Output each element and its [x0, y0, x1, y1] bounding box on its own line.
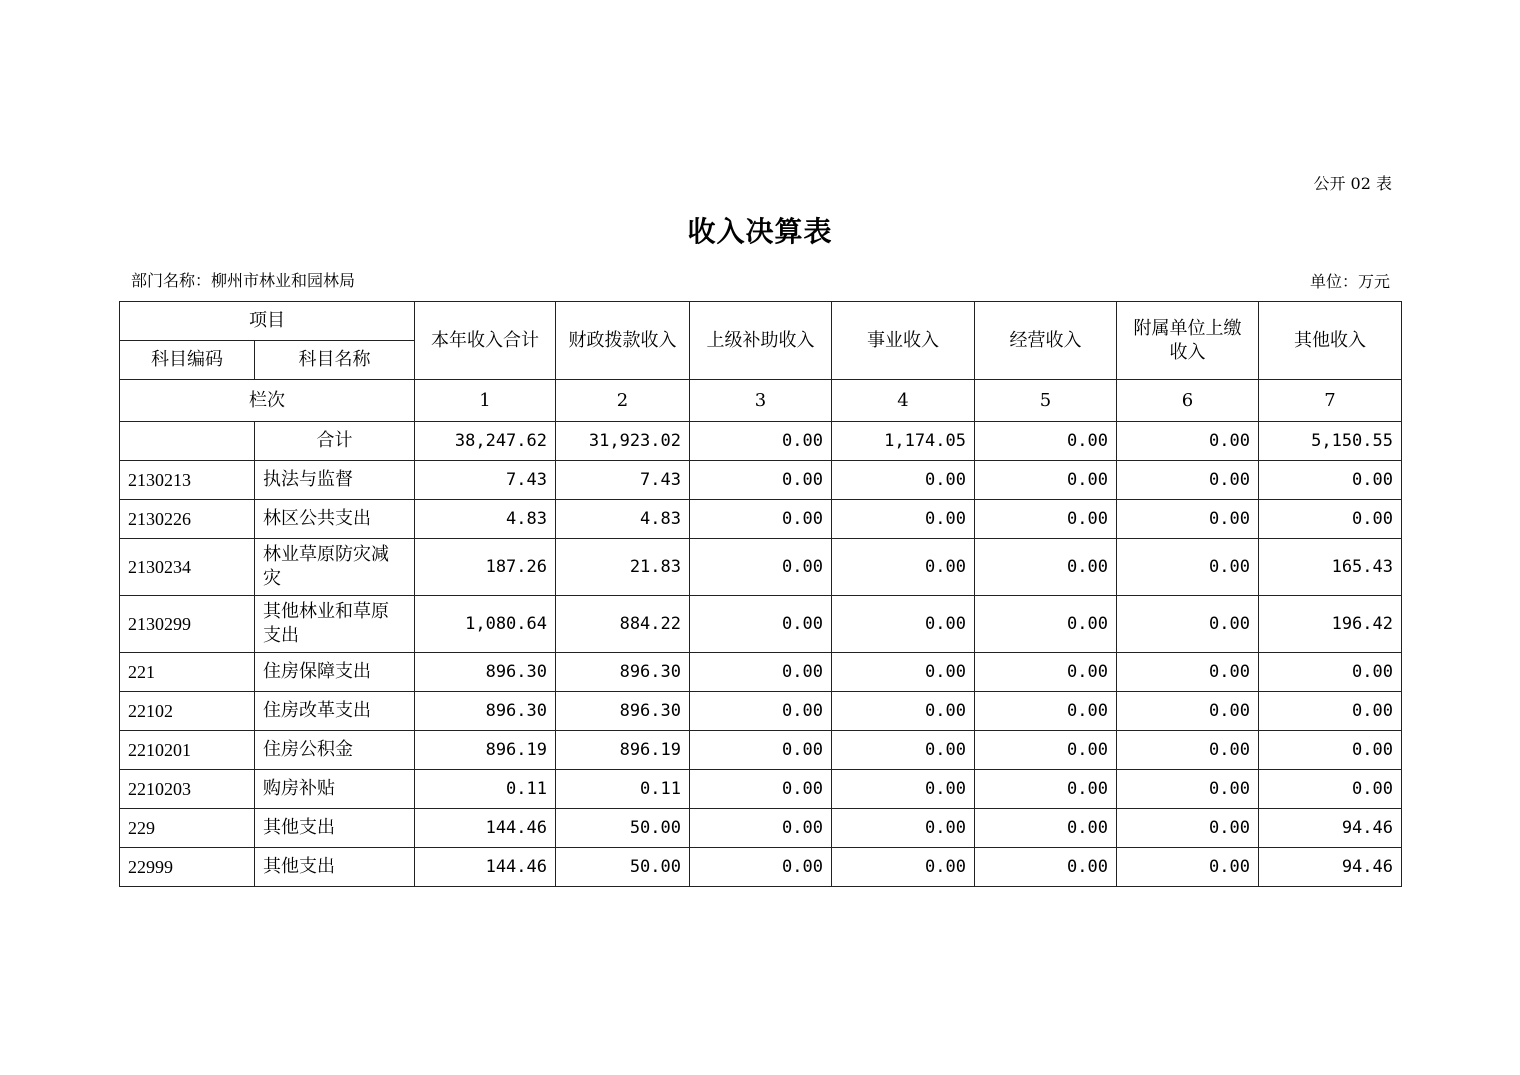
value-cell: 0.00	[690, 539, 832, 596]
value-cell: 0.00	[1117, 422, 1259, 461]
value-cell: 0.00	[1117, 848, 1259, 887]
value-cell: 0.00	[1259, 653, 1402, 692]
department-label: 部门名称：柳州市林业和园林局	[131, 271, 356, 290]
table-row	[120, 731, 1402, 770]
table-row	[120, 653, 1402, 692]
value-cell: 0.00	[975, 848, 1117, 887]
value-cell: 187.26	[415, 539, 556, 596]
value-cell: 0.00	[975, 500, 1117, 539]
subject-code: 2130299	[120, 596, 255, 653]
value-cell: 896.30	[415, 653, 556, 692]
value-cell: 0.00	[975, 422, 1117, 461]
value-cell: 94.46	[1259, 848, 1402, 887]
value-cell: 0.00	[975, 461, 1117, 500]
value-cell: 896.19	[556, 731, 690, 770]
subject-code: 22102	[120, 692, 255, 731]
value-cell: 0.00	[832, 731, 975, 770]
value-cell: 0.00	[832, 500, 975, 539]
value-cell: 7.43	[415, 461, 556, 500]
value-cell: 896.19	[415, 731, 556, 770]
value-cell: 0.00	[975, 653, 1117, 692]
subject-name: 购房补贴	[255, 770, 415, 809]
value-cell: 0.00	[975, 809, 1117, 848]
subject-name: 执法与监督	[255, 461, 415, 500]
value-cell: 0.11	[415, 770, 556, 809]
seq-5: 5	[975, 380, 1117, 422]
subject-code: 2130234	[120, 539, 255, 596]
value-cell: 0.00	[1117, 770, 1259, 809]
value-cell: 0.00	[975, 770, 1117, 809]
subject-name: 其他林业和草原支出	[255, 596, 415, 653]
income-table	[119, 301, 1402, 887]
unit-label: 单位：万元	[1309, 272, 1390, 291]
value-cell: 0.00	[832, 461, 975, 500]
subject-code: 229	[120, 809, 255, 848]
value-cell: 144.46	[415, 809, 556, 848]
subject-name: 合计	[255, 422, 415, 461]
value-cell: 0.00	[1117, 692, 1259, 731]
header-col-4: 事业收入	[832, 302, 975, 380]
value-cell: 0.00	[975, 596, 1117, 653]
value-cell: 0.00	[975, 731, 1117, 770]
form-number: 公开 02 表	[1313, 174, 1392, 193]
header-col-7: 其他收入	[1259, 302, 1402, 380]
value-cell: 0.00	[1117, 539, 1259, 596]
header-col-6: 附属单位上缴收入	[1117, 302, 1259, 380]
value-cell: 196.42	[1259, 596, 1402, 653]
value-cell: 884.22	[556, 596, 690, 653]
subject-code: 2210201	[120, 731, 255, 770]
value-cell: 0.00	[1117, 500, 1259, 539]
subject-code: 2210203	[120, 770, 255, 809]
value-cell: 0.00	[690, 461, 832, 500]
value-cell: 0.00	[832, 596, 975, 653]
header-col-3: 上级补助收入	[690, 302, 832, 380]
value-cell: 0.00	[1117, 461, 1259, 500]
value-cell: 0.00	[1259, 731, 1402, 770]
seq-7: 7	[1259, 380, 1402, 422]
seq-2: 2	[556, 380, 690, 422]
subject-code: 2130213	[120, 461, 255, 500]
page-title: 收入决算表	[687, 215, 833, 248]
value-cell: 0.00	[975, 539, 1117, 596]
value-cell: 21.83	[556, 539, 690, 596]
seq-4: 4	[832, 380, 975, 422]
subject-name: 林业草原防灾减灾	[255, 539, 415, 596]
table-row	[120, 848, 1402, 887]
value-cell: 0.00	[832, 770, 975, 809]
value-cell: 0.00	[832, 809, 975, 848]
value-cell: 0.00	[1117, 731, 1259, 770]
subject-code	[120, 422, 255, 461]
seq-6: 6	[1117, 380, 1259, 422]
value-cell: 4.83	[415, 500, 556, 539]
table-row	[120, 692, 1402, 731]
value-cell: 0.00	[832, 653, 975, 692]
value-cell: 0.00	[690, 422, 832, 461]
header-col-2: 财政拨款收入	[556, 302, 690, 380]
subject-name: 林区公共支出	[255, 500, 415, 539]
subject-name: 住房保障支出	[255, 653, 415, 692]
value-cell: 165.43	[1259, 539, 1402, 596]
value-cell: 5,150.55	[1259, 422, 1402, 461]
value-cell: 0.00	[690, 848, 832, 887]
value-cell: 0.00	[690, 596, 832, 653]
subject-code: 221	[120, 653, 255, 692]
value-cell: 0.00	[690, 770, 832, 809]
table-row	[120, 770, 1402, 809]
subject-code: 2130226	[120, 500, 255, 539]
value-cell: 50.00	[556, 848, 690, 887]
value-cell: 0.00	[832, 848, 975, 887]
value-cell: 896.30	[556, 653, 690, 692]
value-cell: 144.46	[415, 848, 556, 887]
value-cell: 0.00	[690, 692, 832, 731]
value-cell: 0.00	[690, 809, 832, 848]
value-cell: 4.83	[556, 500, 690, 539]
seq-3: 3	[690, 380, 832, 422]
subject-name: 其他支出	[255, 848, 415, 887]
value-cell: 0.00	[1259, 692, 1402, 731]
subject-name: 住房改革支出	[255, 692, 415, 731]
subject-code: 22999	[120, 848, 255, 887]
value-cell: 0.00	[1117, 596, 1259, 653]
value-cell: 0.00	[832, 692, 975, 731]
table-row	[120, 596, 1402, 653]
value-cell: 38,247.62	[415, 422, 556, 461]
table-row	[120, 500, 1402, 539]
header-col-5: 经营收入	[975, 302, 1117, 380]
value-cell: 896.30	[415, 692, 556, 731]
table-row	[120, 422, 1402, 461]
value-cell: 0.00	[690, 731, 832, 770]
value-cell: 0.00	[975, 692, 1117, 731]
value-cell: 1,174.05	[832, 422, 975, 461]
table-row	[120, 539, 1402, 596]
table-row	[120, 809, 1402, 848]
subject-name: 其他支出	[255, 809, 415, 848]
value-cell: 0.00	[1117, 809, 1259, 848]
value-cell: 0.00	[1259, 500, 1402, 539]
value-cell: 31,923.02	[556, 422, 690, 461]
value-cell: 7.43	[556, 461, 690, 500]
header-name: 科目名称	[255, 341, 415, 380]
value-cell: 50.00	[556, 809, 690, 848]
value-cell: 0.00	[690, 500, 832, 539]
value-cell: 0.00	[1259, 461, 1402, 500]
header-code: 科目编码	[120, 341, 255, 380]
seq-label: 栏次	[120, 380, 415, 422]
value-cell: 1,080.64	[415, 596, 556, 653]
value-cell: 0.00	[690, 653, 832, 692]
seq-1: 1	[415, 380, 556, 422]
value-cell: 0.00	[1259, 770, 1402, 809]
value-cell: 94.46	[1259, 809, 1402, 848]
value-cell: 0.11	[556, 770, 690, 809]
table-row	[120, 461, 1402, 500]
subject-name: 住房公积金	[255, 731, 415, 770]
header-item: 项目	[120, 302, 415, 341]
header-col-1: 本年收入合计	[415, 302, 556, 380]
value-cell: 0.00	[1117, 653, 1259, 692]
value-cell: 0.00	[832, 539, 975, 596]
value-cell: 896.30	[556, 692, 690, 731]
